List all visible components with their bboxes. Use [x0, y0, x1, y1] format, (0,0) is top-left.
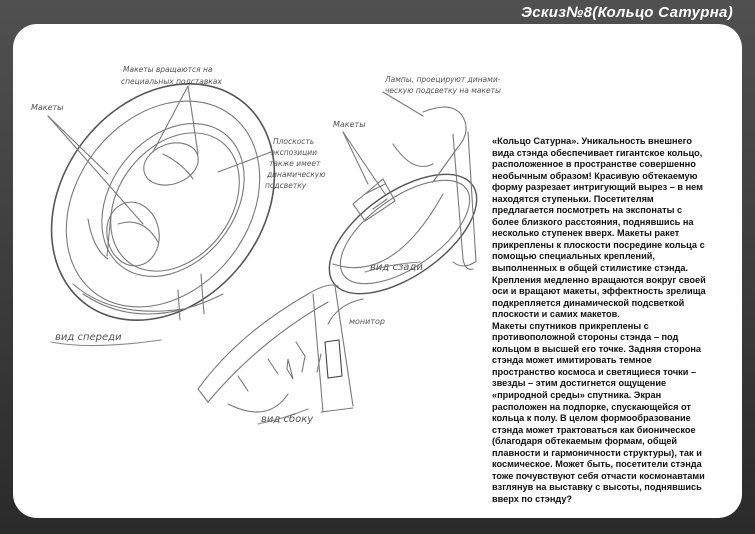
front-view-caption: вид спереди	[55, 332, 122, 343]
side-view-caption: вид сбоку	[261, 414, 314, 425]
back-lamp-note-line-2: ческую подсветку на макеты	[385, 86, 501, 95]
description-paragraph-1: «Кольцо Сатурна». Уникальность внешнего вида стэнда обеспечивает гигантское кольцо, расположенное в пространстве совершенно необычным образом! Красивую обтекаемую форму разрезает интригующий вырез – в нем находятся ступеньки. Посетителям предлагается посмотреть на экспонаты с более близкого расстояния, поднявшись на несколько ступенек вверх. Макеты ракет прикреплены к плоскости посредине кольца с помощью специальных креплений, выполненных в общей стилистике стэнда. Крепления медленно вращаются вокруг своей оси и вращают макеты, эффектность зрелища подкрепляется динамической подсветкой плоскости и самих макетов.	[492, 136, 706, 320]
side-monitor-label: монитор	[349, 317, 385, 326]
page-title: Эскиз№8(Кольцо Сатурна)	[521, 4, 733, 21]
front-mid-note-line-4: динамическую	[267, 170, 326, 179]
front-models-label: Макеты	[31, 103, 64, 112]
front-mid-note-line-1: Плоскость	[273, 137, 315, 146]
back-models-label: Макеты	[333, 120, 366, 129]
front-top-note-line-2: специальных подставках	[121, 77, 222, 86]
description-text	[492, 136, 710, 506]
sketch-sheet	[13, 24, 742, 518]
front-top-note-line-1: Макеты вращаются на	[123, 65, 213, 74]
front-mid-note-line-2: экспозиции	[271, 148, 317, 157]
front-mid-note-line-3: также имеет	[269, 159, 321, 168]
back-view-caption: вид сзади	[370, 262, 423, 273]
back-lamp-note-line-1: Лампы, проецируют динами-	[385, 75, 501, 84]
front-mid-note-line-5: подсветку	[265, 181, 307, 190]
description-paragraph-2: Макеты спутников прикреплены с противоположной стороны стэнда – под кольцом в высшей его точке. Задняя сторона стэнда может имитировать темное пространство космоса и светящиеся точки – звезды – этим достигнется ощущение «природной среды» спутника. Экран расположен на подпорке, спускающейся от кольца к полу. В целом формообразование стэнда может трактоваться как бионическое (благодаря обтекаемым формам, общей плавности и гармоничности структуры), так и космическое. Может быть, посетители стэнда тоже почувствуют себя отчасти космонавтами взглянув на выставку с высоты, поднявшись вверх по стэнду?	[492, 320, 705, 504]
side-view-sketch	[198, 285, 363, 412]
